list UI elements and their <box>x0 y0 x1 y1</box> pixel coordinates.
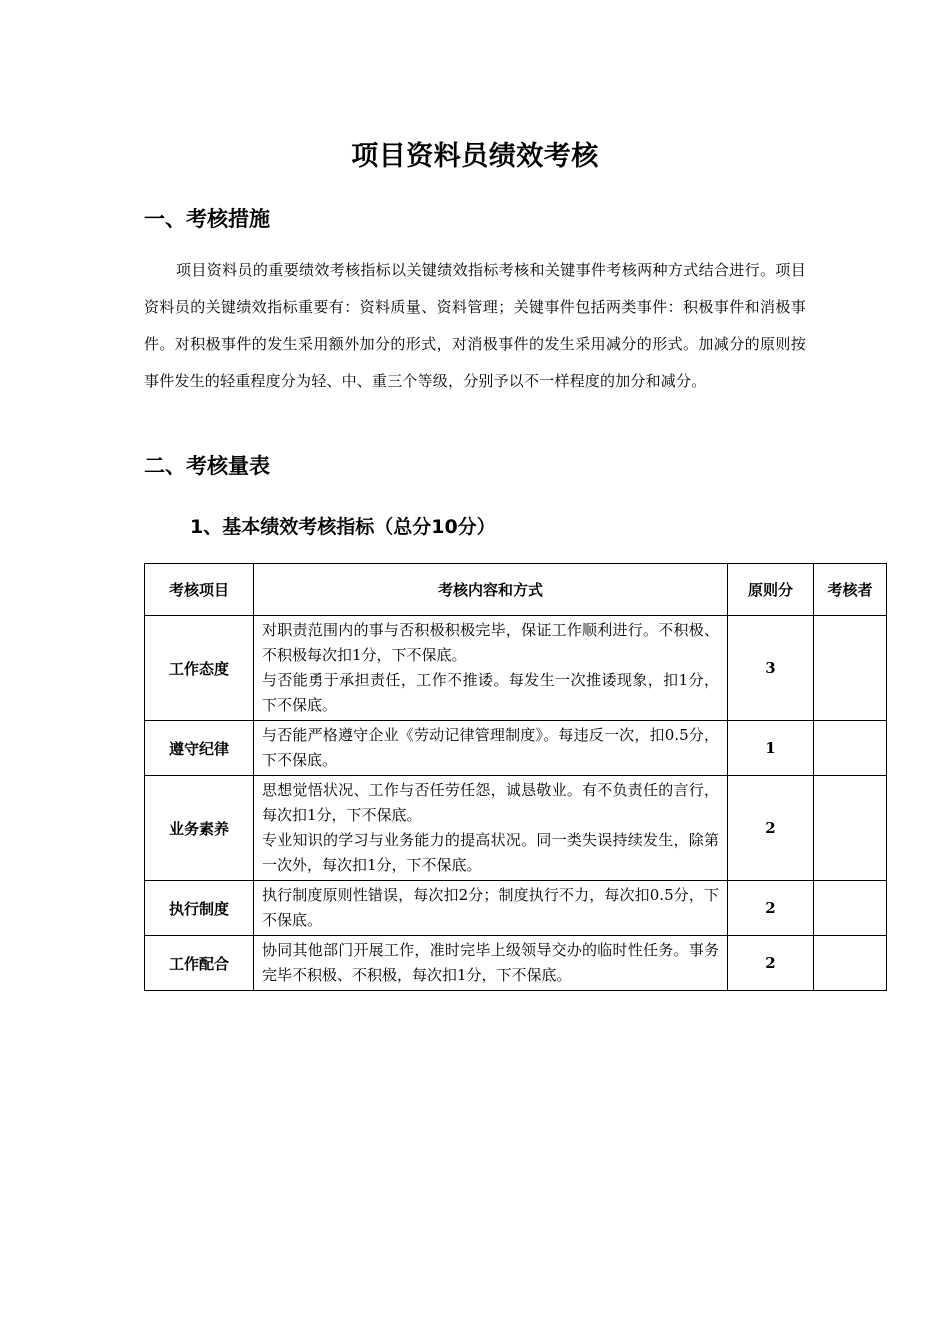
assessment-table <box>144 563 887 991</box>
row-score: 1 <box>728 721 814 776</box>
row-score: 2 <box>728 881 814 936</box>
row-score: 2 <box>728 936 814 991</box>
content-line: 专业知识的学习与业务能力的提高状况。同一类失误持续发生，除第一次外，每次扣1分，下不保底。 <box>262 831 719 874</box>
header-content: 考核内容和方式 <box>254 564 728 616</box>
row-item: 执行制度 <box>145 881 254 936</box>
row-assessor[interactable] <box>814 721 887 776</box>
row-assessor[interactable] <box>814 936 887 991</box>
header-item: 考核项目 <box>145 564 254 616</box>
content-line: 与否能勇于承担责任，工作不推诿。每发生一次推诿现象，扣1分，下不保底。 <box>262 671 719 714</box>
row-content <box>254 776 728 881</box>
content-line: 与否能严格遵守企业《劳动记律管理制度》。每违反一次，扣0.5分，下不保底。 <box>262 726 719 769</box>
section-heading-scale: 二、考核量表 <box>144 454 270 478</box>
measures-paragraph: 项目资料员的重要绩效考核指标以关键绩效指标考核和关键事件考核两种方式结合进行。项目资料员的关键绩效指标重要有：资料质量、资料管理；关键事件包括两类事件：积极事件和消极事件。对积极事件的发生采用额外加分的形式，对消极事件的发生采用减分的形式。加减分的原则按事件发生的轻重程度分为轻、中、重三个等级，分别予以不一样程度的加分和减分。 <box>144 261 806 390</box>
row-content <box>254 616 728 721</box>
subsection-heading-basic-indicators: 1、基本绩效考核指标（总分10分） <box>190 516 496 538</box>
row-content <box>254 881 728 936</box>
row-assessor[interactable] <box>814 881 887 936</box>
header-assessor: 考核者 <box>814 564 887 616</box>
table-row <box>145 881 887 936</box>
row-score: 2 <box>728 776 814 881</box>
table-row <box>145 776 887 881</box>
row-assessor[interactable] <box>814 776 887 881</box>
table-row <box>145 616 887 721</box>
table-row <box>145 721 887 776</box>
table-row <box>145 936 887 991</box>
row-content <box>254 936 728 991</box>
row-content <box>254 721 728 776</box>
content-line: 协同其他部门开展工作，准时完毕上级领导交办的临时性任务。事务完毕不积极、不积极，每次扣1分，下不保底。 <box>262 941 719 984</box>
row-score: 3 <box>728 616 814 721</box>
page-title: 项目资料员绩效考核 <box>351 141 599 172</box>
row-item: 遵守纪律 <box>145 721 254 776</box>
content-line: 对职责范围内的事与否积极积极完毕，保证工作顺利进行。不积极、不积极每次扣1分，下不保底。 <box>262 621 719 664</box>
row-item: 工作配合 <box>145 936 254 991</box>
section-heading-measures: 一、考核措施 <box>144 207 270 231</box>
content-line: 思想觉悟状况、工作与否任劳任怨，诚恳敬业。有不负责任的言行，每次扣1分，下不保底。 <box>262 781 719 824</box>
row-item: 工作态度 <box>145 616 254 721</box>
table-header-row <box>145 564 887 616</box>
header-score: 原则分 <box>728 564 814 616</box>
row-assessor[interactable] <box>814 616 887 721</box>
content-line: 执行制度原则性错误，每次扣2分；制度执行不力，每次扣0.5分，下不保底。 <box>262 886 719 929</box>
row-item: 业务素养 <box>145 776 254 881</box>
